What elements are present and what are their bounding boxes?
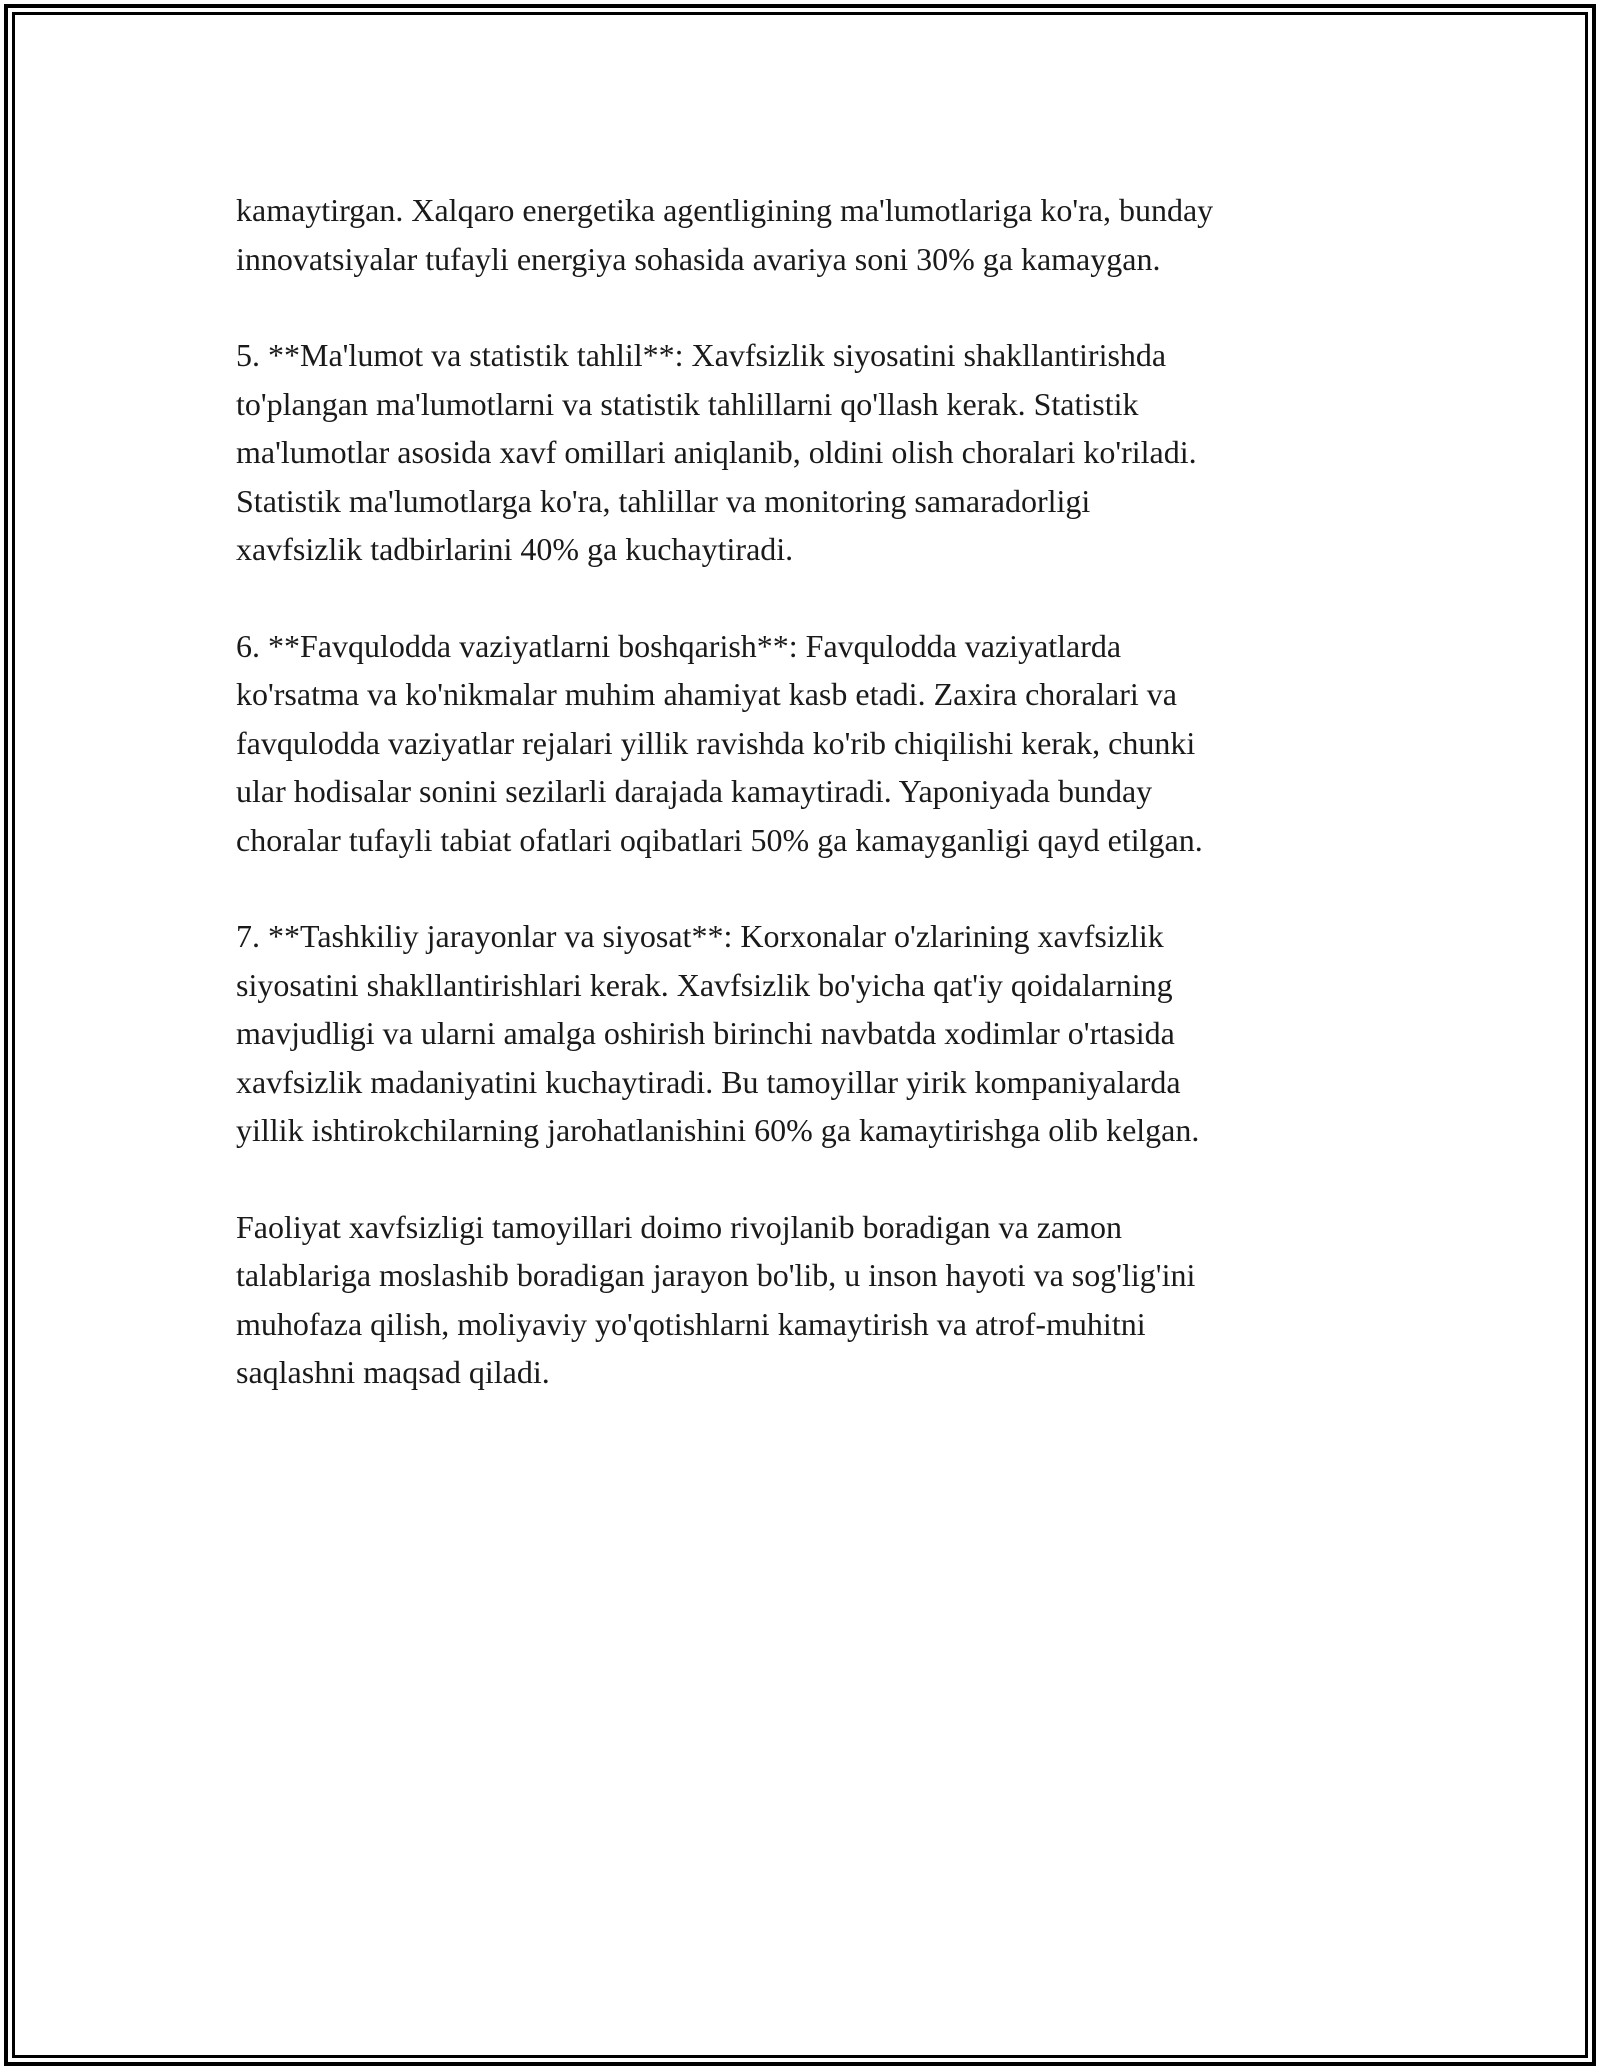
- paragraph-intro-continuation: kamaytirgan. Xalqaro energetika agentligining ma'lumotlariga ko'ra, bunday innovatsiyalar tufayli energiya sohasida avariya soni 30% ga kamaygan.: [236, 192, 1214, 277]
- paragraph-item-7: 7. **Tashkiliy jarayonlar va siyosat**: Korxonalar o'zlarining xavfsizlik siyosatini shakllantirishlari kerak. Xavfsizlik bo'yicha qat'iy qoidalarning mavjudligi va ularni amalga oshirish birinchi navbatda xodimlar o'rtasida xavfsizlik madaniyatini kuchaytiradi. Bu tamoyillar yirik kompaniyalarda yillik ishtirokchilarning jarohatlanishini 60% ga kamaytirishga olib kelgan.: [236, 918, 1200, 1148]
- paragraph-conclusion: Faoliyat xavfsizligi tamoyillari doimo rivojlanib boradigan va zamon talablariga moslashib boradigan jarayon bo'lib, u inson hayoti va sog'lig'ini muhofaza qilish, moliyaviy yo'qotishlarni kamaytirish va atrof-muhitni saqlashni maqsad qiladi.: [236, 1208, 1196, 1390]
- paragraph-item-5: 5. **Ma'lumot va statistik tahlil**: Xavfsizlik siyosatini shakllantirishda to'plangan ma'lumotlarni va statistik tahlillarni qo'llash kerak. Statistik ma'lumotlar asosida xavf omillari aniqlanib, oldini olish choralari ko'riladi. Statistik ma'lumotlarga ko'ra, tahlillar va monitoring samaradorligi xavfsizlik tadbirlarini 40% ga kuchaytiradi.: [236, 337, 1197, 567]
- document-body: [236, 186, 1376, 1445]
- paragraph-item-6: 6. **Favqulodda vaziyatlarni boshqarish**: Favqulodda vaziyatlarda ko'rsatma va ko'nikmalar muhim ahamiyat kasb etadi. Zaxira choralari va favqulodda vaziyatlar rejalari yillik ravishda ko'rib chiqilishi kerak, chunki ular hodisalar sonini sezilarli darajada kamaytiradi. Yaponiyada bunday choralar tufayli tabiat ofatlari oqibatlari 50% ga kamayganligi qayd etilgan.: [236, 627, 1203, 858]
